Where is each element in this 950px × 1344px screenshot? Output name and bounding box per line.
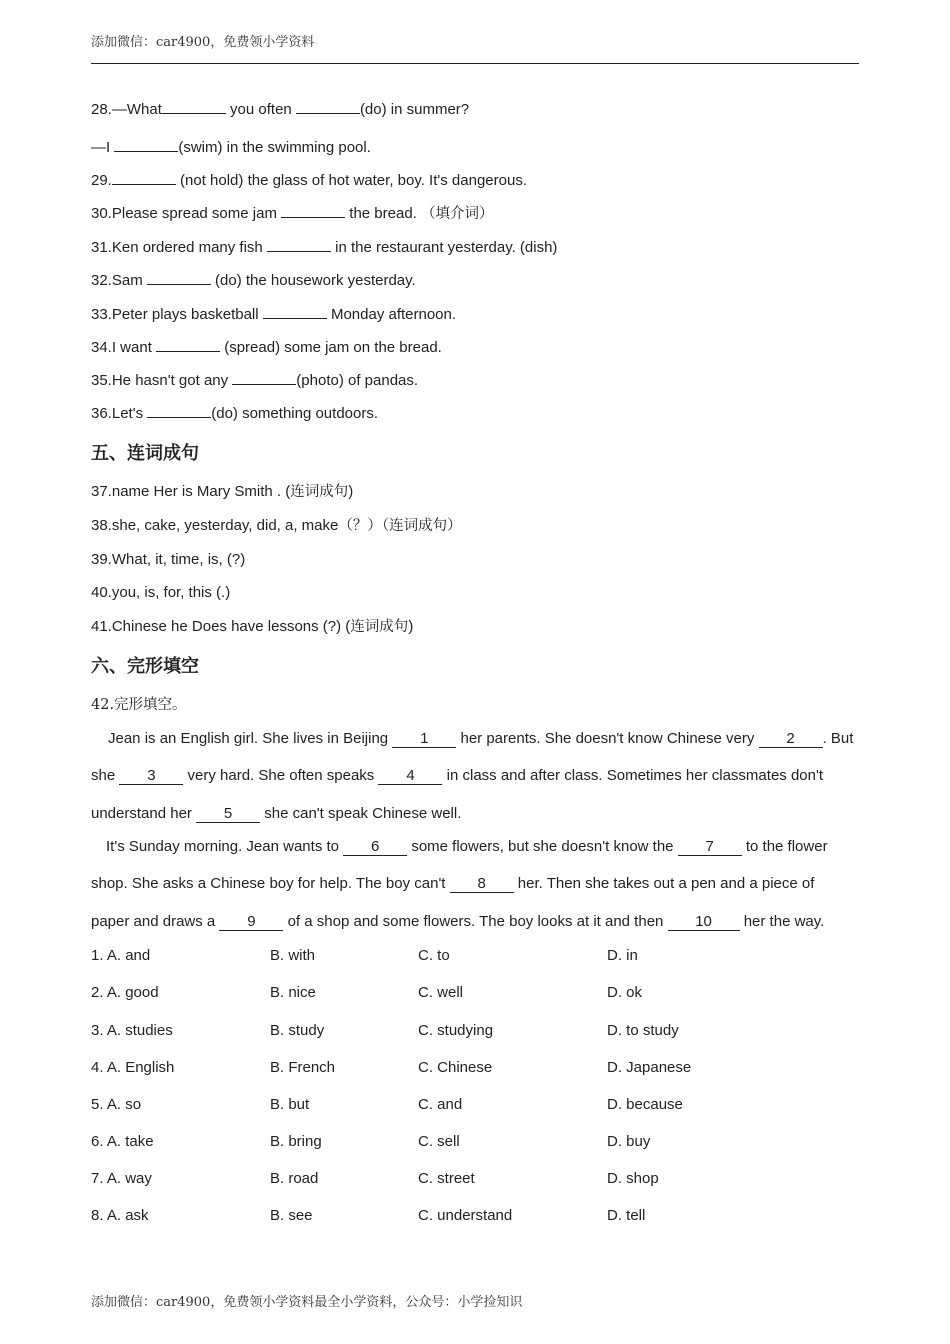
passage-line-2: she 3 very hard. She often speaks 4 in class and after class. Sometimes her classmates don't xyxy=(91,767,824,784)
option-4a[interactable]: 4. A. English xyxy=(91,1059,175,1076)
question-37: 37.name Her is Mary Smith . (连词成句) xyxy=(91,483,354,500)
page-header: 添加微信：car4900，免费领小学资料 xyxy=(91,35,315,50)
cloze-blank-3[interactable]: 3 xyxy=(119,768,183,785)
answer-blank[interactable] xyxy=(267,239,331,252)
option-1a[interactable]: 1. A. and xyxy=(91,947,151,964)
option-7b[interactable]: B. road xyxy=(270,1170,319,1187)
question-41: 41.Chinese he Does have lessons (?) (连词成句) xyxy=(91,618,414,635)
question-36: 36.Let's (do) something outdoors. xyxy=(91,405,379,422)
option-5b[interactable]: B. but xyxy=(270,1096,310,1113)
option-6d[interactable]: D. buy xyxy=(607,1133,651,1150)
option-3a[interactable]: 3. A. studies xyxy=(91,1022,173,1039)
option-7a[interactable]: 7. A. way xyxy=(91,1170,152,1187)
option-5c[interactable]: C. and xyxy=(418,1096,463,1113)
passage-line-1: Jean is an English girl. She lives in Beijing 1 her parents. She doesn't know Chinese very 2 . But xyxy=(108,730,854,747)
question-39: 39.What, it, time, is, (?) xyxy=(91,551,246,568)
option-8c[interactable]: C. understand xyxy=(418,1207,513,1224)
question-30: 30.Please spread some jam the bread. （填介词） xyxy=(91,205,494,222)
cloze-blank-1[interactable]: 1 xyxy=(392,731,456,748)
cloze-blank-10[interactable]: 10 xyxy=(668,914,740,931)
page-footer: 添加微信：car4900，免费领小学资料最全小学资料，公众号：小学捡知识 xyxy=(91,1295,523,1310)
answer-blank[interactable] xyxy=(281,205,345,218)
question-29: 29. (not hold) the glass of hot water, boy. It's dangerous. xyxy=(91,172,527,189)
question-42: 42.完形填空。 xyxy=(91,697,187,713)
option-8d[interactable]: D. tell xyxy=(607,1207,646,1224)
cloze-blank-8[interactable]: 8 xyxy=(450,876,514,893)
section-title-6: 六、完形填空 xyxy=(91,656,199,677)
question-33: 33.Peter plays basketball Monday afternoon. xyxy=(91,306,457,323)
option-5a[interactable]: 5. A. so xyxy=(91,1096,142,1113)
passage-line-3: understand her 5 she can't speak Chinese well. xyxy=(91,805,462,822)
cloze-blank-7[interactable]: 7 xyxy=(678,839,742,856)
option-7d[interactable]: D. shop xyxy=(607,1170,659,1187)
question-32: 32.Sam (do) the housework yesterday. xyxy=(91,272,416,289)
passage-line-5: shop. She asks a Chinese boy for help. The boy can't 8 her. Then she takes out a pen and a piece of xyxy=(91,875,815,892)
answer-blank[interactable] xyxy=(114,139,178,152)
answer-blank[interactable] xyxy=(263,306,327,319)
question-40: 40.you, is, for, this (.) xyxy=(91,584,231,601)
answer-blank[interactable] xyxy=(232,372,296,385)
cloze-blank-2[interactable]: 2 xyxy=(759,731,823,748)
cloze-blank-4[interactable]: 4 xyxy=(378,768,442,785)
option-4b[interactable]: B. French xyxy=(270,1059,336,1076)
option-6c[interactable]: C. sell xyxy=(418,1133,460,1150)
option-8a[interactable]: 8. A. ask xyxy=(91,1207,149,1224)
question-28-reply: —I (swim) in the swimming pool. xyxy=(91,139,371,156)
answer-blank[interactable] xyxy=(156,339,220,352)
answer-blank[interactable] xyxy=(296,101,360,114)
option-3c[interactable]: C. studying xyxy=(418,1022,494,1039)
answer-blank[interactable] xyxy=(162,101,226,114)
passage-line-6: paper and draws a 9 of a shop and some flowers. The boy looks at it and then 10 her the way. xyxy=(91,913,825,930)
option-5d[interactable]: D. because xyxy=(607,1096,683,1113)
option-7c[interactable]: C. street xyxy=(418,1170,475,1187)
option-6b[interactable]: B. bring xyxy=(270,1133,322,1150)
option-2d[interactable]: D. ok xyxy=(607,984,643,1001)
question-28: 28.—What you often (do) in summer? xyxy=(91,101,470,118)
option-1d[interactable]: D. in xyxy=(607,947,638,964)
option-1b[interactable]: B. with xyxy=(270,947,316,964)
option-2b[interactable]: B. nice xyxy=(270,984,316,1001)
answer-blank[interactable] xyxy=(112,172,176,185)
question-38: 38.she, cake, yesterday, did, a, make（？）（连词成句） xyxy=(91,517,462,534)
option-4d[interactable]: D. Japanese xyxy=(607,1059,692,1076)
header-divider xyxy=(91,63,859,64)
option-8b[interactable]: B. see xyxy=(270,1207,313,1224)
option-4c[interactable]: C. Chinese xyxy=(418,1059,493,1076)
option-1c[interactable]: C. to xyxy=(418,947,450,964)
option-2c[interactable]: C. well xyxy=(418,984,464,1001)
option-3d[interactable]: D. to study xyxy=(607,1022,679,1039)
question-31: 31.Ken ordered many fish in the restaurant yesterday. (dish) xyxy=(91,239,558,256)
cloze-blank-9[interactable]: 9 xyxy=(219,914,283,931)
answer-blank[interactable] xyxy=(147,405,211,418)
option-2a[interactable]: 2. A. good xyxy=(91,984,159,1001)
question-35: 35.He hasn't got any (photo) of pandas. xyxy=(91,372,419,389)
cloze-blank-6[interactable]: 6 xyxy=(343,839,407,856)
option-3b[interactable]: B. study xyxy=(270,1022,325,1039)
cloze-blank-5[interactable]: 5 xyxy=(196,806,260,823)
section-title-5: 五、连词成句 xyxy=(91,443,199,464)
option-6a[interactable]: 6. A. take xyxy=(91,1133,154,1150)
question-34: 34.I want (spread) some jam on the bread. xyxy=(91,339,442,356)
answer-blank[interactable] xyxy=(147,272,211,285)
passage-line-4: It's Sunday morning. Jean wants to 6 some flowers, but she doesn't know the 7 to the flower xyxy=(106,838,828,855)
